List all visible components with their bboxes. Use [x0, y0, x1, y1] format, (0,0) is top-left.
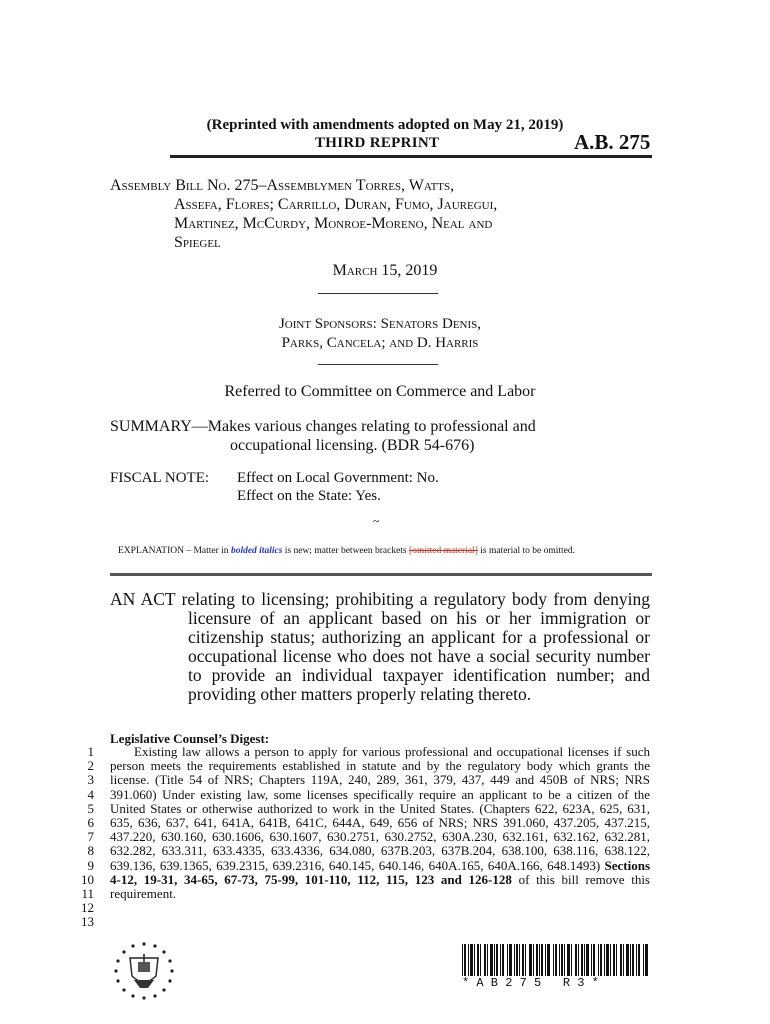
barcode-bar — [623, 944, 624, 976]
barcode-bar — [529, 944, 532, 976]
barcode-bar — [539, 944, 540, 976]
barcode-bar — [519, 944, 520, 976]
joint-sponsors — [0, 315, 760, 353]
digest-body — [110, 745, 650, 901]
barcode-bar — [626, 944, 629, 976]
barcode-bar — [606, 944, 609, 976]
barcode-bar — [474, 944, 475, 976]
digest-text: Existing law allows a person to apply for various professional and occupational licenses if such person meets the requirements established in statute and by the regulatory body which grants the license. (Title 54 of NRS; Chapters 119A, 240, 289, 361, 379, 437, 449 and 450B of NRS; NRS 391.060) Under existing law, some licenses specifically require an applicant to be a citizen of the United States or otherwise authorized to work in the United States. (Chapters 622, 623A, 625, 631, 635, 636, 637, 641, 641A, 641B, 641C, 644A, 649, 656 of NRS; NRS 391.060, 437.205, 437.215, 437.220, 630.160, 630.1606, 630.1607, 630.2751, 630.2752, 630A.230, 632.161, 632.162, 632.281, 632.282, 633.311, 633.4335, 633.4336, 634.080, 637B.203, 637B.204, 638.100, 638.116, 638.122, 639.136, 639.1365, 639.2315, 639.2316, 640.145, 640.146, 640A.165, 640A.166, 648.1493) — [110, 744, 650, 873]
barcode-bar — [536, 944, 538, 976]
bill-line-1: Assembly Bill No. 275–Assemblymen Torres, Watts, — [110, 177, 455, 194]
sponsors-line-2: Parks, Cancela; and D. Harris — [281, 335, 479, 351]
line-number: 12 — [81, 900, 94, 916]
fiscal-note — [110, 469, 439, 505]
barcode-bar — [586, 944, 589, 976]
barcode-bar — [525, 944, 526, 976]
fiscal-state: Effect on the State: Yes. — [237, 488, 381, 504]
barcode-bar — [561, 944, 563, 976]
barcode-bar — [632, 944, 634, 976]
barcode-bar — [547, 944, 550, 976]
barcode-bar — [500, 944, 501, 976]
summary-line-2: occupational licensing. (BDR 54-676) — [230, 437, 475, 454]
bill-sponsors — [110, 176, 650, 252]
barcode-bar — [630, 944, 631, 976]
tilde-mark: ~ — [373, 514, 380, 528]
barcode-bar — [477, 944, 479, 976]
bill-line-2: Assefa, Flores; Carrillo, Duran, Fumo, Jauregui, — [174, 196, 498, 213]
barcode-bar — [643, 944, 644, 976]
line-number: 1 — [87, 744, 94, 759]
line-number: 13 — [81, 914, 94, 930]
barcode-bar — [464, 944, 466, 976]
barcode-bar — [553, 944, 554, 976]
act-text: AN ACT relating to licensing; prohibiting a regulatory body from denying licensure of an applicant based on his or her immigration or citizenship status; authorizing an applicant for a professional or occupational license who does not have a social security number to provide an individual taxpayer identification number; and providing other matters properly relating thereto. — [110, 589, 650, 704]
line-number: 6 — [87, 815, 94, 831]
barcode-bar — [484, 944, 486, 976]
barcode-bar — [613, 944, 615, 976]
header-rule — [170, 155, 652, 158]
barcode-bar — [494, 944, 495, 976]
explanation-middle: is new; matter between brackets — [282, 546, 410, 556]
line-number: 10 — [81, 871, 94, 887]
barcode-bar — [567, 944, 570, 976]
barcode-bar — [598, 944, 599, 976]
divider-1 — [318, 293, 438, 294]
barcode-bar — [578, 944, 579, 976]
fiscal-local: Effect on Local Government: No. — [237, 470, 439, 486]
barcode-bar — [564, 944, 565, 976]
barcode-bar — [490, 944, 493, 976]
barcode-text: * A B 2 7 5 R 3 * — [462, 976, 599, 990]
barcode-bar — [610, 944, 611, 976]
reprint-label: THIRD REPRINT — [315, 135, 440, 151]
barcode-bar — [581, 944, 583, 976]
barcode-bar — [575, 944, 577, 976]
state-seal-icon — [108, 940, 180, 1002]
line-number: 7 — [87, 829, 94, 845]
barcode-bar — [480, 944, 481, 976]
barcode-bar — [600, 944, 602, 976]
line-number: 11 — [81, 886, 94, 902]
barcode-bar — [545, 944, 546, 976]
section-rule — [110, 573, 652, 576]
barcode-bar — [522, 944, 524, 976]
barcode-bar — [638, 944, 640, 976]
barcode-bar — [496, 944, 498, 976]
bill-date: March 15, 2019 — [332, 262, 438, 279]
barcode-bar — [509, 944, 512, 976]
line-number: 5 — [87, 800, 94, 816]
barcode-bar — [555, 944, 557, 976]
barcode-bar — [502, 944, 504, 976]
bill-line-3: Martinez, McCurdy, Monroe-Moreno, Neal and — [174, 215, 493, 232]
barcode-bar — [616, 944, 617, 976]
line-number: 8 — [87, 843, 94, 859]
barcode-bar — [507, 944, 508, 976]
sponsors-line-1: Joint Sponsors: Senators Denis, — [278, 316, 482, 332]
barcode-bar — [593, 944, 595, 976]
barcode-bar — [620, 944, 622, 976]
digest-end: of this bill remove this requirement. — [110, 871, 650, 902]
barcode-bar — [462, 944, 463, 976]
barcode-bar — [516, 944, 518, 976]
act-title — [110, 590, 650, 704]
referred-committee: Referred to Committee on Commerce and Labor — [224, 383, 536, 400]
barcode-bar — [584, 944, 585, 976]
barcode-bar — [636, 944, 637, 976]
explanation-suffix: is material to be omitted. — [477, 546, 575, 556]
barcode-bar — [645, 944, 648, 976]
line-number: 2 — [87, 758, 94, 774]
line-number: 3 — [87, 772, 94, 788]
barcode-bar — [533, 944, 534, 976]
explanation-italics: bolded italics — [230, 546, 283, 556]
explanation — [118, 546, 575, 556]
explanation-omitted: [omitted material] — [409, 546, 478, 556]
digest-sections: Sections 4-12, 19-31, 34-65, 67-73, 75-99, 101-110, 112, 115, 123 and 126-128 — [110, 857, 650, 887]
explanation-prefix: EXPLANATION – Matter in — [118, 546, 231, 556]
line-numbers — [70, 745, 94, 930]
summary — [110, 417, 650, 455]
barcode-bar — [514, 944, 515, 976]
barcode-bar — [487, 944, 488, 976]
digest-title: Legislative Counsel’s Digest: — [110, 731, 270, 746]
fiscal-label: FISCAL NOTE: — [110, 470, 210, 486]
summary-line-1: SUMMARY—Makes various changes relating to professional and — [110, 418, 536, 435]
barcode-bar — [604, 944, 605, 976]
barcode-bar — [468, 944, 469, 976]
divider-2 — [318, 364, 438, 365]
line-number: 4 — [87, 786, 94, 802]
barcode-bar — [559, 944, 560, 976]
barcode-bar — [470, 944, 473, 976]
bill-line-4: Spiegel — [174, 234, 221, 251]
reprint-note: (Reprinted with amendments adopted on May 21, 2019) — [206, 117, 564, 133]
barcode-bar — [591, 944, 592, 976]
barcode-bar — [571, 944, 572, 976]
barcode-icon — [460, 944, 650, 976]
barcode-bar — [541, 944, 543, 976]
line-number: 9 — [87, 857, 94, 873]
bill-number: A.B. 275 — [574, 130, 651, 154]
